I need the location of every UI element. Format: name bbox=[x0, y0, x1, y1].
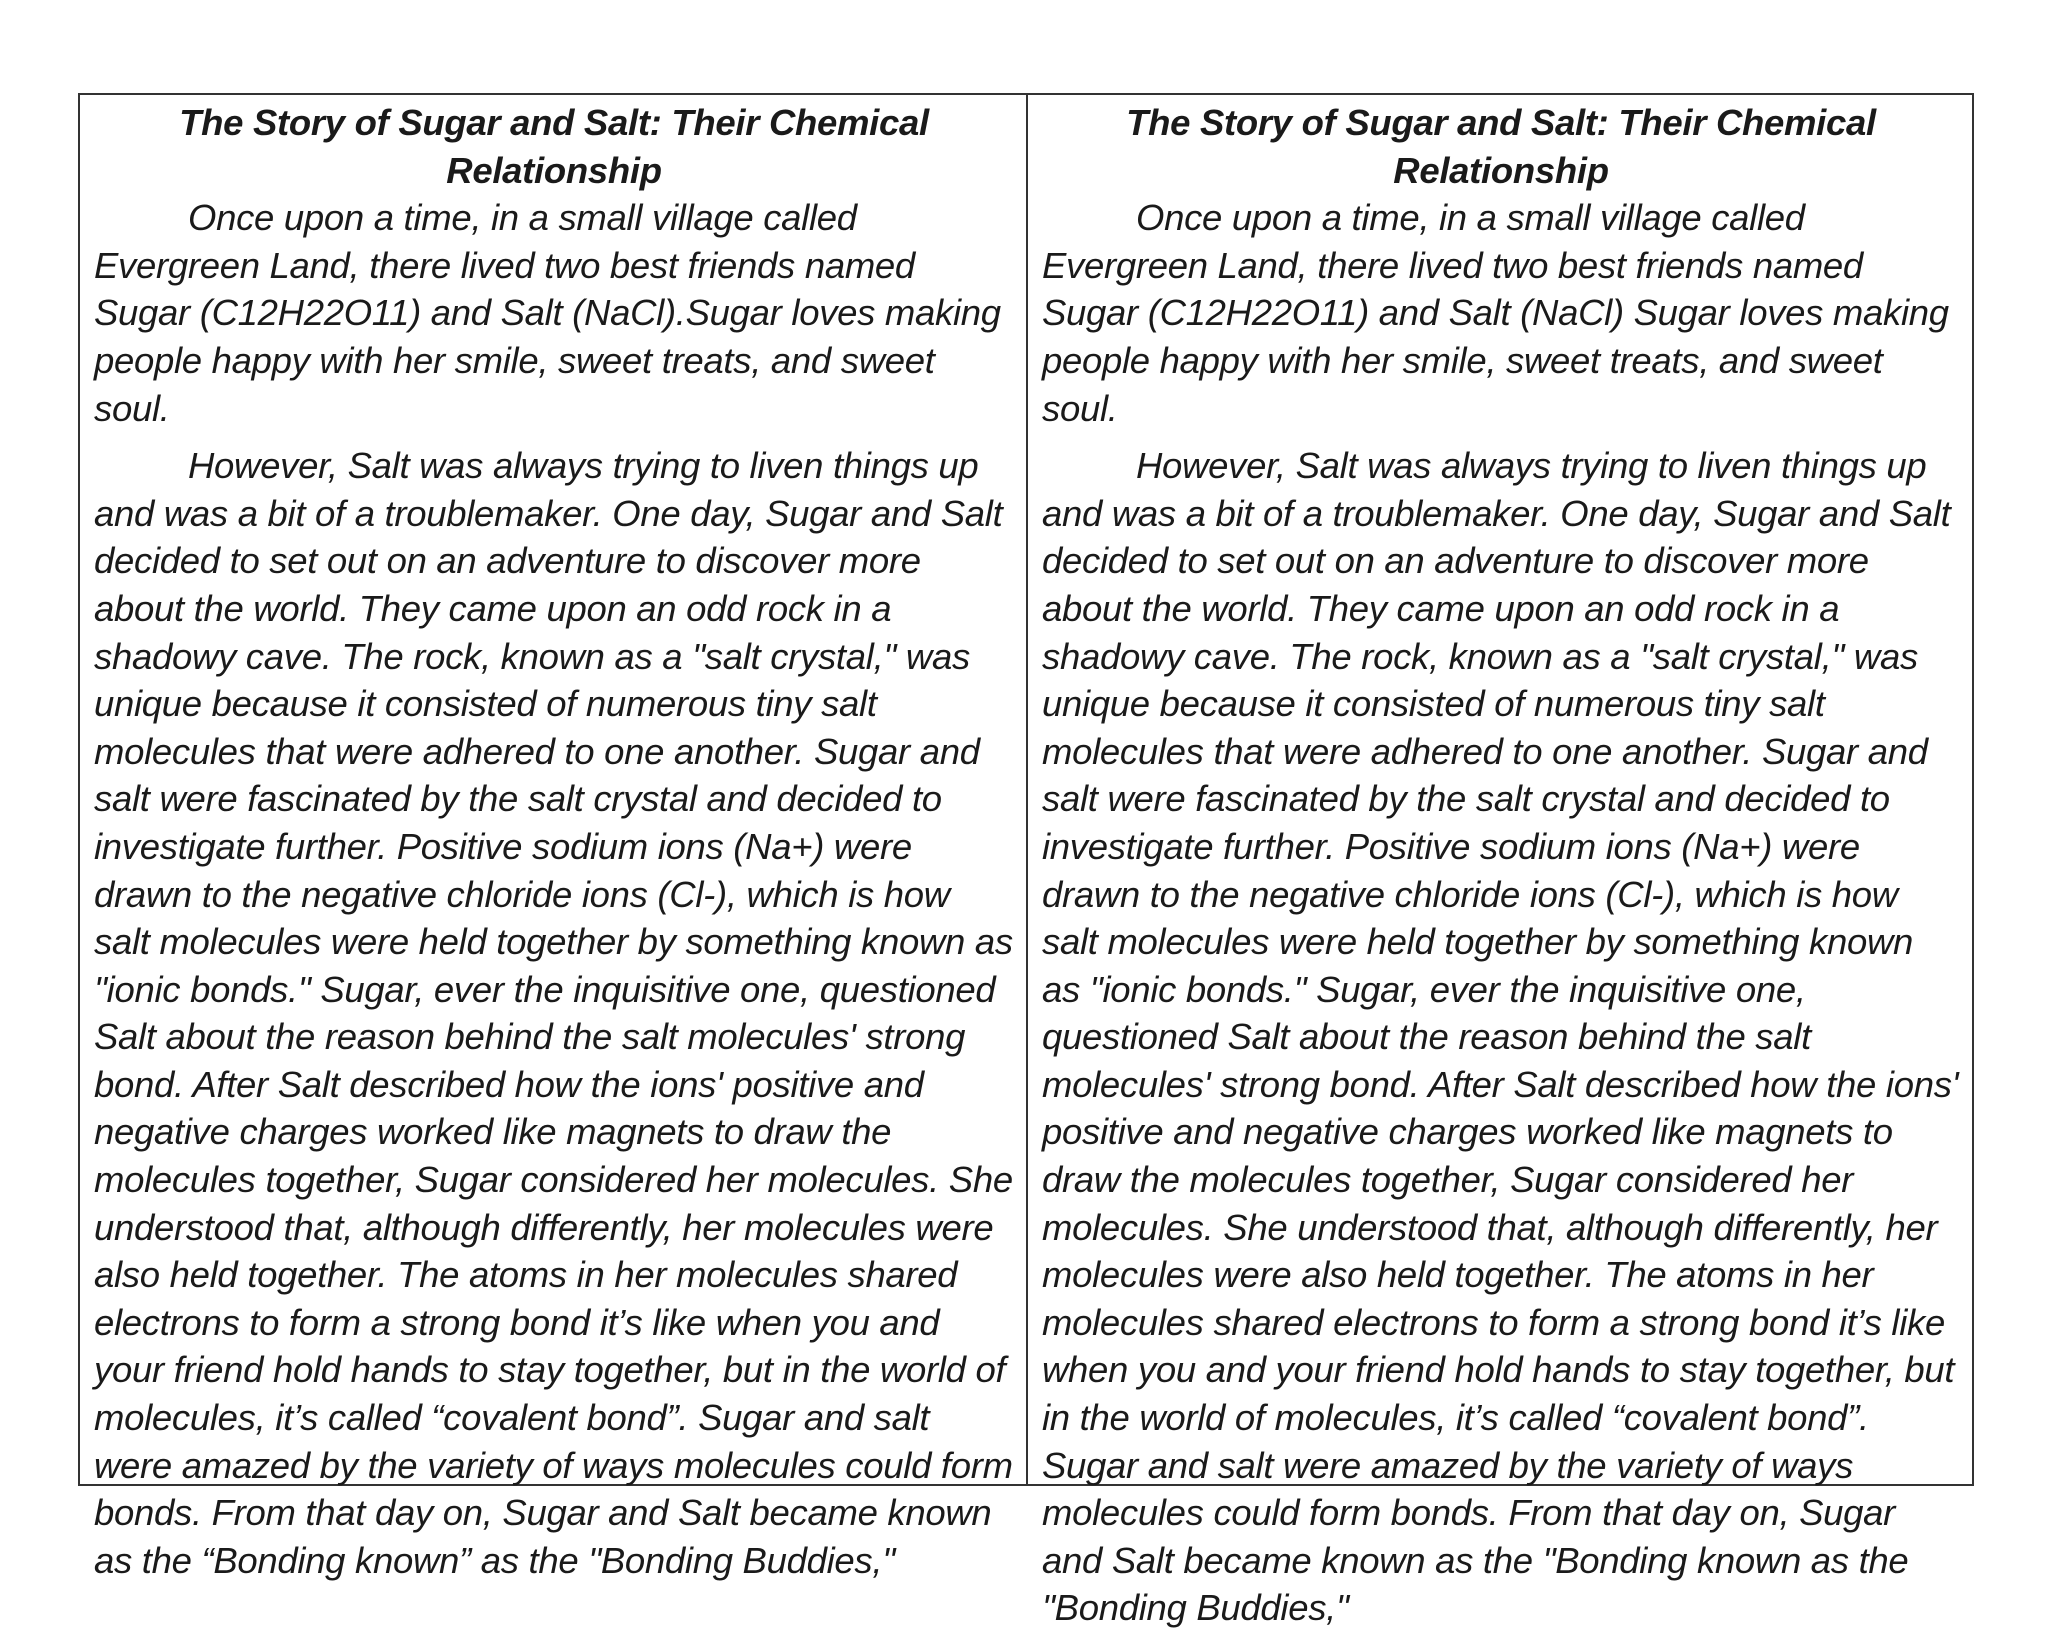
story-column-left bbox=[80, 95, 1026, 1581]
story-column-right bbox=[1026, 95, 1972, 1629]
story-paragraph-intro: Once upon a time, in a small village called Evergreen Land, there lived two best friends named Sugar (C12H22O11) and Salt (NaCl).Sugar loves making people happy with her smile, sweet treats, and sweet soul. bbox=[94, 197, 1001, 429]
story-paragraph-intro: Once upon a time, in a small village called Evergreen Land, there lived two best friends named Sugar (C12H22O11) and Salt (NaCl) Sugar loves making people happy with her smile, sweet treats, and sweet soul. bbox=[1042, 197, 1949, 429]
story-paragraph-body: However, Salt was always trying to liven things up and was a bit of a troublemaker. One day, Sugar and Salt decided to set out on an adventure to discover more about the world. They came upon an odd rock in a shadowy cave. The rock, known as a "salt crystal," was unique because it consisted of numerous tiny salt molecules that were adhered to one another. Sugar and salt were fascinated by the salt crystal and decided to investigate further. Positive sodium ions (Na+) were drawn to the negative chloride ions (Cl-), which is how salt molecules were held together by something known as "ionic bonds." Sugar, ever the inquisitive one, questioned Salt about the reason behind the salt molecules' strong bond. After Salt described how the ions' positive and negative charges worked like magnets to draw the molecules together, Sugar considered her molecules. She understood that, although differently, her molecules were also held together. The atoms in her molecules shared electrons to form a strong bond it’s like when you and your friend hold hands to stay together, but in the world of molecules, it’s called “covalent bond”. Sugar and salt were amazed by the variety of ways molecules could form bonds. From that day on, Sugar and Salt became known as the “Bonding known” as the "Bonding Buddies," bbox=[94, 445, 1013, 1581]
story-paragraph-body: However, Salt was always trying to liven things up and was a bit of a troublemaker. One day, Sugar and Salt decided to set out on an adventure to discover more about the world. They came upon an odd rock in a shadowy cave. The rock, known as a "salt crystal," was unique because it consisted of numerous tiny salt molecules that were adhered to one another. Sugar and salt were fascinated by the salt crystal and decided to investigate further. Positive sodium ions (Na+) were drawn to the negative chloride ions (Cl-), which is how salt molecules were held together by something known as "ionic bonds." Sugar, ever the inquisitive one, questioned Salt about the reason behind the salt molecules' strong bond. After Salt described how the ions' positive and negative charges worked like magnets to draw the molecules together, Sugar considered her molecules. She understood that, although differently, her molecules were also held together. The atoms in her molecules shared electrons to form a strong bond it’s like when you and your friend hold hands to stay together, but in the world of molecules, it’s called “covalent bond”. Sugar and salt were amazed by the variety of ways molecules could form bonds. From that day on, Sugar and Salt became known as the "Bonding known as the "Bonding Buddies," bbox=[1042, 445, 1959, 1629]
story-title: The Story of Sugar and Salt: Their Chemical Relationship bbox=[179, 102, 929, 191]
story-title: The Story of Sugar and Salt: Their Chemical Relationship bbox=[1126, 102, 1876, 191]
story-table bbox=[78, 93, 1974, 1629]
